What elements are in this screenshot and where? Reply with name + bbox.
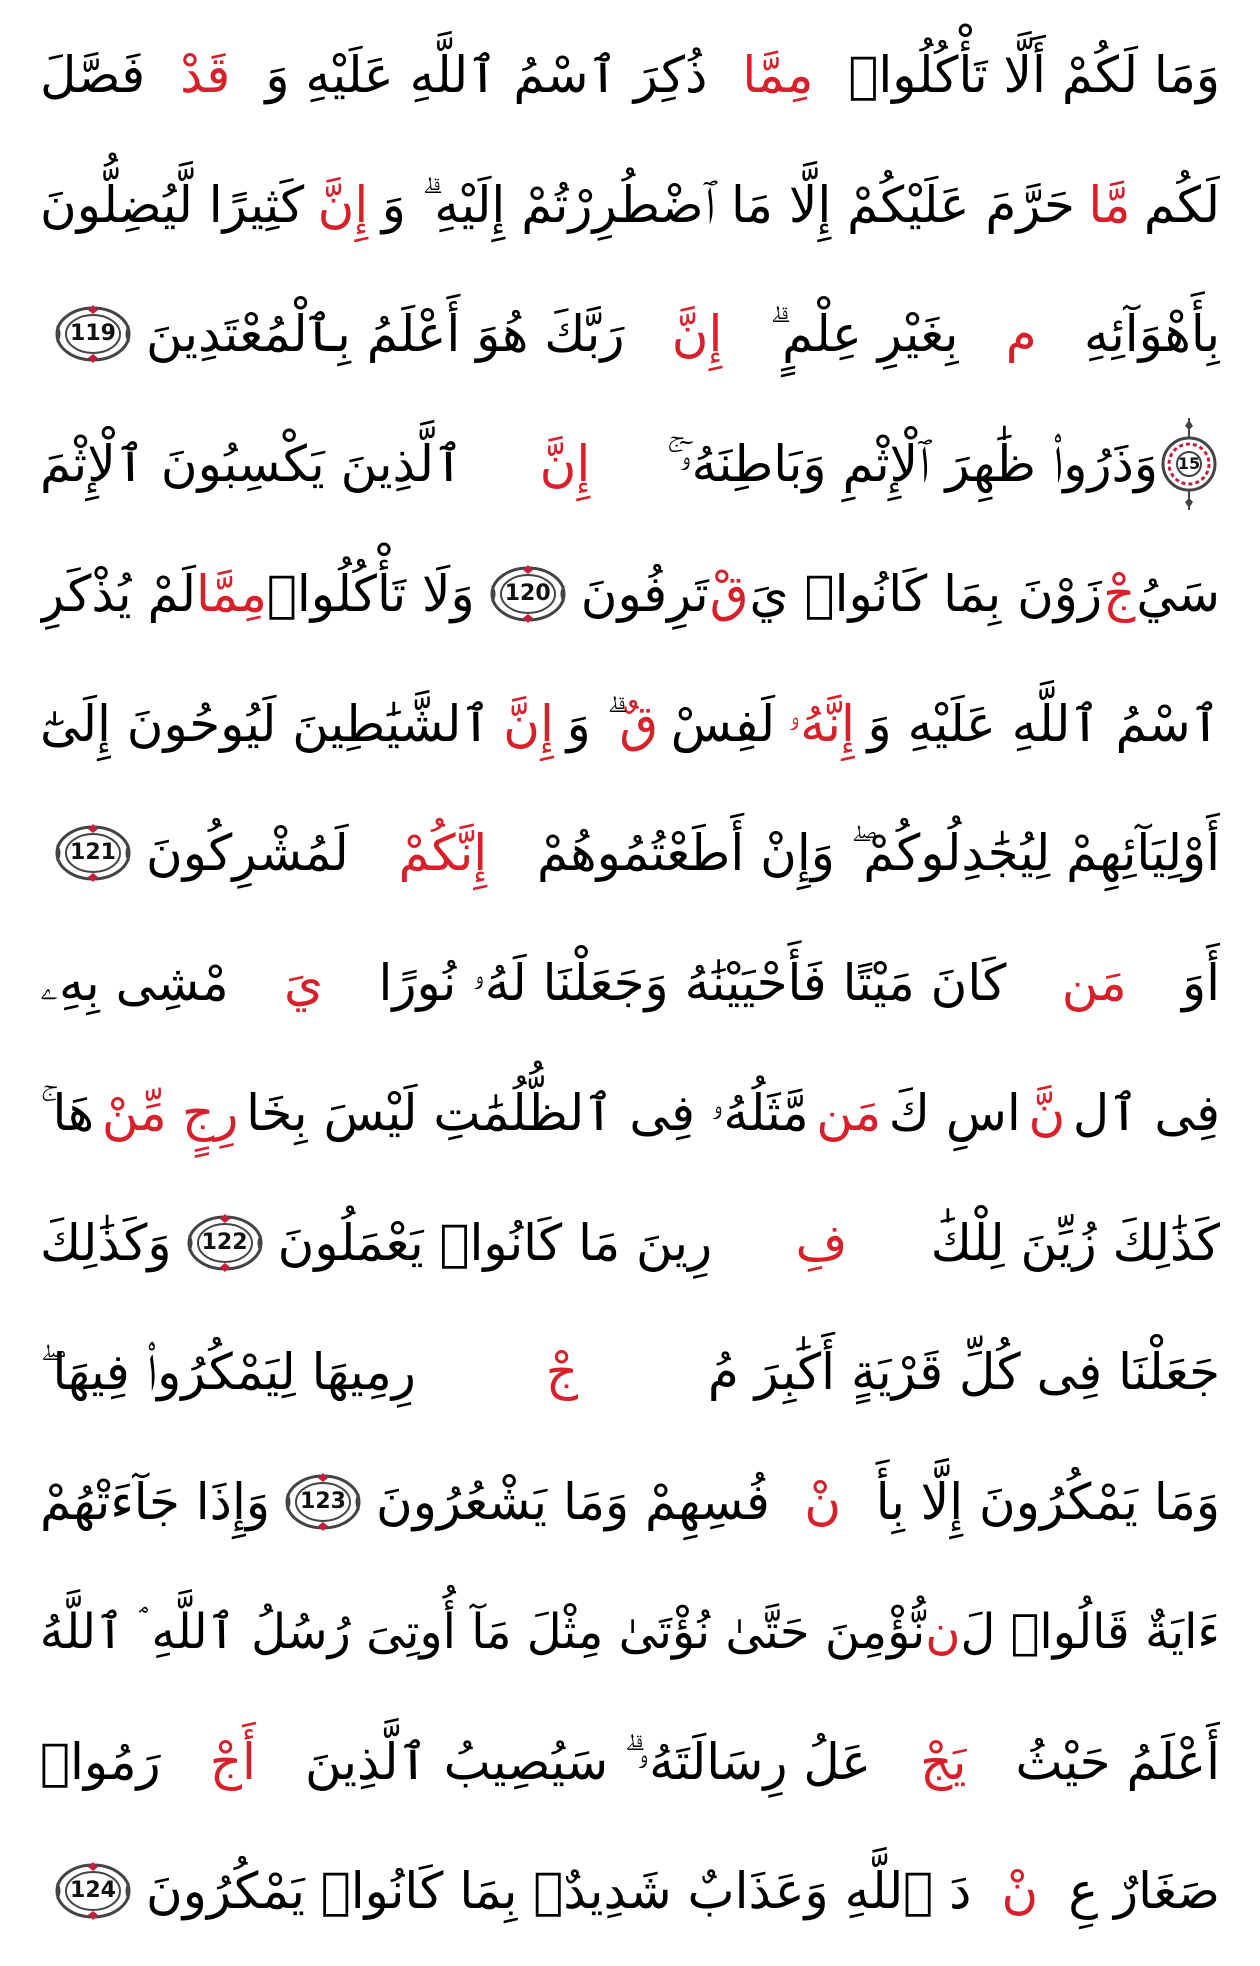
text-line xyxy=(40,399,1220,529)
tajweed-highlight: جْ xyxy=(1103,564,1136,623)
tajweed-highlight: إِنَّ xyxy=(539,435,591,494)
tajweed-highlight: إِنَّ xyxy=(671,305,723,364)
verse-text: زَوْنَ بِمَا كَانُوا۟ يَ xyxy=(749,564,1103,623)
verse-text: كَثِيرًا لَّيُضِلُّونَ xyxy=(40,175,305,234)
verse-text: دَ ٱللَّهِ وَعَذَابٌ شَدِيدٌۢ بِمَا كَانُوا۟ يَمْكُرُونَ xyxy=(146,1862,972,1921)
line-text-run-after-marker xyxy=(40,1178,172,1308)
verse-text: ذُكِرَ ٱسْمُ ٱللَّهِ عَلَيْهِ وَ xyxy=(265,46,708,104)
tajweed-highlight: أَجْ xyxy=(209,1732,256,1791)
verse-text: وَكَذَٰلِكَ xyxy=(40,1213,172,1272)
ayah-number-rosette-icon xyxy=(54,823,132,883)
tajweed-highlight: جْ xyxy=(545,1343,578,1402)
text-line xyxy=(40,918,1220,1048)
verse-text: رَمُوا۟ xyxy=(40,1732,161,1791)
verse-text: أَوْلِيَآئِهِمْ لِيُجَٰدِلُوكُمْ ۖ وَإِنْ أَطَعْتُمُوهُمْ xyxy=(536,824,1220,883)
tajweed-highlight: م xyxy=(1005,305,1037,364)
ayah-number-rosette-icon xyxy=(489,564,567,624)
text-line xyxy=(40,788,1220,918)
verse-text: لَمُشْرِكُونَ xyxy=(146,824,349,883)
ayah-number: 124 xyxy=(70,1878,116,1904)
tajweed-highlight: مَن xyxy=(1061,954,1127,1013)
verse-text: جَعَلْنَا فِى كُلِّ قَرْيَةٍ أَكَٰبِرَ مُ xyxy=(707,1343,1220,1402)
verse-text: لَمْ يُذْكَرِ xyxy=(40,564,196,623)
verse-text: ٱلَّذِينَ يَكْسِبُونَ ٱلْإِثْمَ xyxy=(40,435,464,494)
verse-text: بِغَيْرِ عِلْمٍ ۗ xyxy=(769,305,959,364)
tajweed-highlight: فِ xyxy=(795,1213,848,1272)
verse-text: ءَايَةٌ قَالُوا۟ لَ xyxy=(960,1603,1220,1660)
ayah-number-rosette-icon xyxy=(186,1213,264,1273)
tajweed-highlight: يَ xyxy=(284,954,324,1013)
tajweed-highlight: مَّا xyxy=(1088,175,1131,234)
verse-text: مْشِى بِهِۦ xyxy=(40,954,229,1013)
verse-text: رِينَ مَا كَانُوا۟ يَعْمَلُونَ xyxy=(277,1213,713,1272)
verse-text: حَرَّمَ عَلَيْكُمْ إِلَّا مَا ٱضْطُرِرْتُمْ إِلَيْهِ ۗ وَ xyxy=(381,175,1075,234)
text-line xyxy=(40,1567,1220,1697)
line-text-run xyxy=(40,1048,1220,1178)
verse-text: مَّثَلُهُۥ فِى ٱلظُّلُمَٰتِ لَيْسَ بِخَا xyxy=(246,1083,809,1142)
hizb-number: 15 xyxy=(1177,454,1201,474)
line-text-run xyxy=(40,659,1220,789)
verse-text: وَمَا يَمْكُرُونَ إِلَّا بِأَ xyxy=(875,1473,1220,1532)
verse-text: صَغَارٌ عِ xyxy=(1068,1862,1220,1921)
ayah-number: 119 xyxy=(70,321,116,347)
text-line xyxy=(40,1307,1220,1437)
tajweed-highlight: رِجٍ xyxy=(182,1083,239,1142)
tajweed-highlight: يَجْ xyxy=(920,1732,967,1791)
verse-text: وَمَا لَكُمْ أَلَّا تَأْكُلُوا۟ xyxy=(848,46,1220,104)
line-text-run xyxy=(40,399,1158,529)
verse-text: لَكُم xyxy=(1143,175,1220,234)
ayah-number: 123 xyxy=(300,1489,346,1515)
line-text-run xyxy=(146,269,1220,399)
text-line xyxy=(40,1826,1220,1956)
line-text-run xyxy=(278,1178,1220,1308)
verse-text: نُّؤْمِنَ حَتَّىٰ نُؤْتَىٰ مِثْلَ مَآ أُوتِىَ رُسُلُ ٱللَّهِ ۘ ٱللَّهُ xyxy=(40,1603,926,1660)
verse-text: سَيُ xyxy=(1136,564,1220,623)
rub-el-hizb-medallion-icon xyxy=(1158,416,1220,512)
verse-text: وَلَا تَأْكُلُوا۟ xyxy=(266,564,475,623)
line-text-run xyxy=(40,10,1220,140)
verse-text: رَبَّكَ هُوَ أَعْلَمُ بِٱلْمُعْتَدِينَ xyxy=(146,305,625,364)
tajweed-highlight: نَّ xyxy=(1028,1083,1066,1142)
tajweed-highlight: إِنَّ xyxy=(503,694,554,753)
tajweed-highlight: قْ xyxy=(709,564,749,623)
verse-text: فُسِهِمْ وَمَا يَشْعُرُونَ xyxy=(375,1473,770,1532)
ayah-number-rosette-icon xyxy=(54,304,132,364)
verse-text: كَذَٰلِكَ زُيِّنَ لِلْكَٰ xyxy=(930,1213,1220,1272)
line-text-run xyxy=(581,529,1220,659)
verse-text: فِى ٱل xyxy=(1072,1083,1220,1142)
text-line xyxy=(40,140,1220,270)
tajweed-highlight: ن xyxy=(925,1603,961,1660)
verse-text: بِأَهْوَآئِهِ xyxy=(1084,305,1220,364)
line-text-run xyxy=(146,1826,1220,1956)
tajweed-highlight: مِمَّا xyxy=(742,46,814,104)
verse-text: رِمِيهَا لِيَمْكُرُوا۟ فِيهَا ۖ xyxy=(40,1343,416,1402)
line-text-run xyxy=(40,1567,1220,1697)
tajweed-highlight: قٌ xyxy=(619,694,659,753)
ayah-number: 122 xyxy=(201,1229,248,1255)
verse-text: عَلُ رِسَالَتَهُۥ ۗ سَيُصِيبُ ٱلَّذِينَ xyxy=(305,1732,872,1791)
text-line xyxy=(40,1437,1220,1567)
verse-text: ۗ وَ xyxy=(566,694,607,753)
verse-text: أَعْلَمُ حَيْثُ xyxy=(1015,1732,1220,1791)
quran-text-block xyxy=(40,10,1220,1956)
text-line xyxy=(40,269,1220,399)
verse-text: كَانَ مَيْتًا فَأَحْيَيْنَٰهُ وَجَعَلْنَا لَهُۥ نُورًا xyxy=(378,954,1007,1013)
verse-text: ٱسْمُ ٱللَّهِ عَلَيْهِ وَ xyxy=(867,694,1220,753)
line-text-run-after-marker xyxy=(40,529,475,659)
tajweed-highlight: مِمَّا xyxy=(195,564,267,623)
line-text-run xyxy=(376,1437,1220,1567)
line-text-run xyxy=(40,140,1220,270)
verse-text: تَرِفُونَ xyxy=(580,564,709,623)
tajweed-highlight: إِنَّهُۥ xyxy=(787,694,855,753)
text-line xyxy=(40,10,1220,140)
tajweed-highlight: قَدْ xyxy=(180,46,231,104)
tajweed-highlight: إِنَّ xyxy=(317,175,369,234)
verse-text: ٱلشَّيَٰطِينَ لَيُوحُونَ إِلَىٰٓ xyxy=(40,694,491,753)
verse-text: أَوَ xyxy=(1181,954,1220,1013)
text-line xyxy=(40,1048,1220,1178)
text-line xyxy=(40,1697,1220,1827)
verse-text: لَفِسْ xyxy=(670,694,776,753)
tajweed-highlight: مَن xyxy=(816,1083,882,1142)
line-text-run xyxy=(40,1307,1220,1437)
tajweed-highlight: نْ xyxy=(1001,1862,1039,1921)
ayah-number: 120 xyxy=(504,580,551,606)
ayah-number-rosette-icon xyxy=(54,1861,132,1921)
tajweed-highlight: إِنَّكُمْ xyxy=(398,824,488,883)
verse-text: فَصَّلَ xyxy=(40,46,146,104)
tajweed-highlight: مِّنْ xyxy=(101,1083,167,1142)
line-text-run xyxy=(146,788,1220,918)
ayah-number: 121 xyxy=(70,840,116,866)
ayah-number-rosette-icon xyxy=(284,1472,362,1532)
verse-text: وَإِذَا جَآءَتْهُمْ xyxy=(40,1473,270,1532)
verse-text: وَذَرُوا۟ ظَٰهِرَ ٱلْإِثْمِ وَبَاطِنَهُۥٓ ۚ xyxy=(666,435,1158,494)
text-line xyxy=(40,659,1220,789)
text-line xyxy=(40,529,1220,659)
verse-text: هَا ۚ xyxy=(40,1083,95,1142)
tajweed-highlight: نْ xyxy=(804,1473,842,1532)
text-line xyxy=(40,1178,1220,1308)
line-text-run-after-marker xyxy=(40,1437,270,1567)
line-text-run xyxy=(40,1697,1220,1827)
verse-text: اسِ كَ xyxy=(888,1083,1021,1142)
line-text-run xyxy=(40,918,1220,1048)
